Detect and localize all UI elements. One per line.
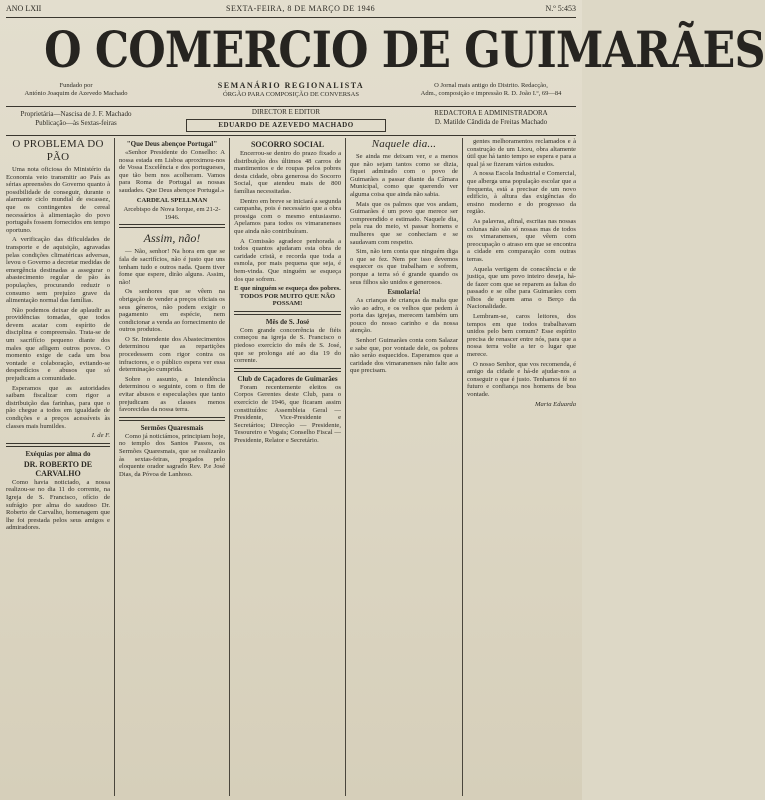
oldest-line-1: O Jornal mais antigo do Distrito. Redacção, bbox=[434, 82, 548, 89]
article-paragraph: Foram recentemente eleitos os Corpos Gerentes deste Club, para o exercício de 1946, que ficaram assim constituídos: Assembleia Geral — Presidente, Vice-Presidente e Secretários; Direcção — Presidente, Tesoureiro e Vogais; Conselho Fiscal — Presidente, Relator e Secretário. bbox=[234, 383, 341, 444]
article-paragraph: Como já noticiámos, principiam hoje, no templo dos Santos Passos, os Sermões Quaresmais, que se realizarão às sextas-feiras, pregados pelo eloquente orador sagrado Rev. P.e José Dias, da Póvoa de Lanhoso. bbox=[119, 432, 225, 478]
article-paragraph: O Sr. Intendente dos Abastecimentos determinou que as repartições procedessem com rigor contra os infractores, e o público espera ver essa determinação cumprida. bbox=[119, 335, 225, 374]
founded-label: Fundado por bbox=[59, 82, 93, 89]
article-title-bread: O PROBLEMA DO PÃO bbox=[12, 138, 104, 163]
article-title-carvalho: DR. ROBERTO DE CARVALHO bbox=[23, 459, 93, 478]
weekly-label: SEMANÁRIO REGIONALISTA bbox=[217, 81, 365, 90]
section-divider bbox=[119, 417, 225, 421]
article-title-exequias: Exéquias por alma do bbox=[25, 449, 91, 458]
article-paragraph: Sim, não tem conta que ninguém diga o que se fez. Nem por isso devemos esquecer os que trabalham e sofrem, porque a terra só é grande quando os seus filhos são unidos e generosos. bbox=[350, 248, 458, 286]
article-paragraph: Aquela vertigem de consciência e de justiça, que um povo inteiro deseja, há-de fazer com que se reparem as faltas do passado e se olhe para Guimarães com olhos de quem ama o Berço da Nacionalidade. bbox=[467, 265, 576, 311]
article-paragraph: A Comissão agradece penhorada a todos quantos ajudaram esta obra de caridade cristã, e recorda que toda a esmola, por mais pequena que seja, é bem-vinda. Que ninguém se esqueça dos que sofrem. bbox=[234, 237, 341, 283]
owner-line: Proprietária—Nascisa de J. F. Machado bbox=[20, 110, 132, 118]
article-title-mes-sao-jose: Mês de S. José bbox=[265, 317, 310, 326]
article-title-socorro: SOCORRO SOCIAL bbox=[250, 140, 325, 149]
publication-line: Publicação—às Sextas-feiras bbox=[35, 119, 117, 127]
column-4 bbox=[350, 138, 458, 796]
article-title-club: Club de Caçadores de Guimarães bbox=[237, 374, 338, 383]
director-info bbox=[186, 108, 386, 132]
staff-bar bbox=[6, 108, 576, 134]
date-line: SEXTA-FEIRA, 8 DE MARÇO DE 1946 bbox=[226, 4, 376, 13]
section-divider bbox=[6, 443, 110, 447]
article-paragraph: Esperamos que as autoridades saibam fiscalizar com rigor a distribuição das farinhas, para que o pão chegue a todos em igualdade de condições e a preços acessíveis às classes mais humildes. bbox=[6, 384, 110, 430]
issue-number: N.º 5:453 bbox=[545, 4, 576, 13]
weekly-info bbox=[181, 82, 401, 98]
article-paragraph: Não podemos deixar de aplaudir as providências tomadas, que todos devem acatar com espírito de disciplina e compreensão. Trata-se de um sacrifício pequeno diante dos males que afligem outros povos. O momento exige de cada um boa vontade e colaboração, evitando-se desperdícios e abusos que só prejudicam a comunidade. bbox=[6, 306, 110, 383]
section-divider bbox=[119, 224, 225, 228]
article-paragraph: Lembram-se, caros leitores, dos tempos em que todos trabalhavam unidos pelo bem comum? Esse espírito precisa de renascer entre nós, para que a nossa terra volte a ter o lugar que merece. bbox=[467, 313, 576, 359]
column-1 bbox=[6, 138, 110, 796]
article-title-blessing: "Que Deus abençoe Portugal" bbox=[126, 140, 218, 148]
director-name: EDUARDO DE AZEVEDO MACHADO bbox=[186, 119, 386, 132]
article-paragraph: Com grande concorrência de fiéis começou na igreja de S. Francisco o piedoso exercício do mês de S. José, que se prolonga até ao dia 19 do corrente. bbox=[234, 326, 341, 365]
signature-place: Arcebispo de Nova Iorque, em 21-2-1946. bbox=[123, 206, 221, 221]
founder-info bbox=[6, 82, 146, 97]
article-paragraph: Se ainda me deixam ver, e a menos que não sejam tantos como se dizia, fiquei admirado com o povo de Guimarães a passar diante da Câmara Municipal, como que querendo ver alguma coisa que ainda não sabia. bbox=[350, 153, 458, 198]
year-label: ANO LXII bbox=[6, 4, 42, 13]
article-signature: Maria Eduarda bbox=[535, 400, 576, 408]
article-title-assim-nao: Assim, não! bbox=[143, 231, 201, 246]
column-divider bbox=[345, 138, 346, 796]
article-paragraph: Uma nota oficiosa do Ministério da Economia veio transmitir ao País as sérias apreensões do Governo quanto à possibilidade de conseguir, durante o alarmante ciclo mundial de escassez, que os contingentes de cereal necessários à alimentação do povo português fossem fornecidos em tempo oportuno. bbox=[6, 166, 110, 234]
article-paragraph: Como havia noticiado, a nossa realizou-se no dia 11 do corrente, na Igreja de S. Francisco, ofício de sufrágio por alma do saudoso Dr. Roberto de Carvalho, homenagem que lhe foi prestada pelos seus amigos e admiradores. bbox=[6, 478, 110, 532]
oldest-line-2: Adm., composição e impressão R. D. João I.º, 69—84 bbox=[420, 89, 562, 97]
article-paragraph: O nosso Senhor, que vos recomenda, é amigo da cidade e há-de ajudar-nos a conseguir o que é justo. Tenhamos fé no futuro e confiança nos homens de boa vontade. bbox=[467, 360, 576, 398]
column-divider bbox=[114, 138, 115, 796]
editor-name: D. Matilde Cândida de Freitas Machado bbox=[434, 118, 548, 126]
top-rule bbox=[6, 17, 576, 18]
editor-info bbox=[406, 109, 576, 127]
article-paragraph: Dentro em breve se iniciará a segunda campanha, pois é necessário que a obra prossiga com o mesmo entusiasmo. Apelamos para todos os vimaranenses que ainda não contribuíram. bbox=[234, 197, 341, 235]
dateline-bar bbox=[6, 4, 576, 16]
article-paragraph: Senhor! Guimarães conta com Salazar e sabe que, por vontade dele, os pobres não serão esquecidos. Esperamos que a caridade dos vimaranenses não falte aos que precisam. bbox=[350, 337, 458, 375]
newspaper-title: O COMERCIO DE GUIMARÃES bbox=[44, 20, 765, 79]
article-paragraph: Mais que os palmos que vos andam, Guimarães é um povo que merece ser compreendido e estimado. Naquele dia, pela rua do meio, vi passar homens e mulheres que se conheciam e se saudavam com respeito. bbox=[350, 200, 458, 246]
staff-rule-bottom bbox=[6, 135, 576, 136]
section-divider bbox=[234, 311, 341, 315]
article-title-naquele-dia: Naquele dia... bbox=[371, 138, 437, 150]
article-paragraph: — Não, senhor! Na hora em que se fala de sacrifícios, não é justo que uns tenham tudo e outros nada. Quem tiver fome que espere, dirão alguns. Assim, não! bbox=[119, 248, 225, 286]
director-label: DIRECTOR E EDITOR bbox=[251, 108, 321, 116]
column-2 bbox=[119, 138, 225, 796]
subheader bbox=[6, 82, 576, 106]
weekly-subtitle: ÓRGÃO PARA COMPOSIÇÃO DE CONVERSAS bbox=[223, 90, 359, 98]
column-divider bbox=[229, 138, 230, 796]
founder-name: António Joaquim de Azevedo Machado bbox=[24, 89, 128, 97]
article-paragraph: gentes melhoramentos reclamados e à construção de um Liceu, obra altamente útil que há tanto tempo se espera e para a qual já se fizeram vários estudos. bbox=[467, 138, 576, 168]
signature-cardinal: CARDEAL SPELLMAN bbox=[136, 196, 208, 204]
staff-rule-top bbox=[6, 106, 576, 107]
column-3 bbox=[234, 138, 341, 796]
article-paragraph: «Senhor Presidente do Conselho: A nossa estada em Lisboa aproximou-nos de Vossa Excelência e dos portugueses, que tão bem nos acolheram. Vamos para Roma de Portugal as nossas saudades. Que Deus abençoe Portugal.» bbox=[119, 149, 225, 194]
article-paragraph: Sobre o assunto, a Intendência determinou o seguinte, com o fim de evitar abusos e especulações que tanto prejudicam as classes menos favorecidas da nossa terra. bbox=[119, 375, 225, 414]
article-paragraph: Encerrou-se dentro do prazo fixado a distribuição dos últimos 48 carros de mantimentos e de roupas pelos pobres desta cidade, obra generosa do Socorro Social, que atendeu mais de 800 famílias necessitadas. bbox=[234, 150, 341, 195]
appeal-caps: E que ninguém se esqueça dos pobres. TODOS POR MUITO QUE NÃO POSSAM! bbox=[234, 285, 341, 308]
editor-label: REDACTORA E ADMINISTRADORA bbox=[434, 109, 548, 117]
article-subtitle-esmolaria: Esmolaria! bbox=[387, 288, 421, 297]
column-5 bbox=[467, 138, 576, 796]
article-paragraph: A verificação das dificuldades de transporte e de aquisição, agravadas pelas condições climatéricas adversas, levou o Governo a decretar medidas de emergência destinadas a assegurar o abastecimento regular de pão às populações, procurando reduzir o consumo sem prejuízo grave da alimentação normal das famílias. bbox=[6, 236, 110, 305]
owner-info bbox=[6, 110, 146, 128]
column-divider bbox=[462, 138, 463, 796]
article-paragraph: As palavras, afinal, escritas nas nossas colunas não são só nossas mas de todos os vimaranenses, que vêem com preocupação o atraso em que se encontra a cidade em comparação com outras terras. bbox=[467, 217, 576, 263]
article-paragraph: As crianças de crianças da malta que vão ao adro, e os velhos que pedem à porta das igrejas, merecem também um pouco do nosso carinho e da nossa atenção. bbox=[350, 297, 458, 335]
article-title-sermoes: Sermões Quaresmais bbox=[140, 423, 204, 432]
article-signature: I. de F. bbox=[91, 432, 110, 440]
article-paragraph: Os senhores que se vêem na obrigação de vender a preços oficiais os seus géneros, não podem exigir o pagamento em espécie, nem condicionar a venda ao fornecimento de outros produtos. bbox=[119, 288, 225, 334]
article-paragraph: A nossa Escola Industrial e Comercial, que alberga uma população escolar que a frequenta, está a precisar de um novo edifício, à altura das exigências do ensino moderno e do progresso da região. bbox=[467, 170, 576, 216]
oldest-info bbox=[406, 82, 576, 97]
section-divider bbox=[234, 368, 341, 372]
